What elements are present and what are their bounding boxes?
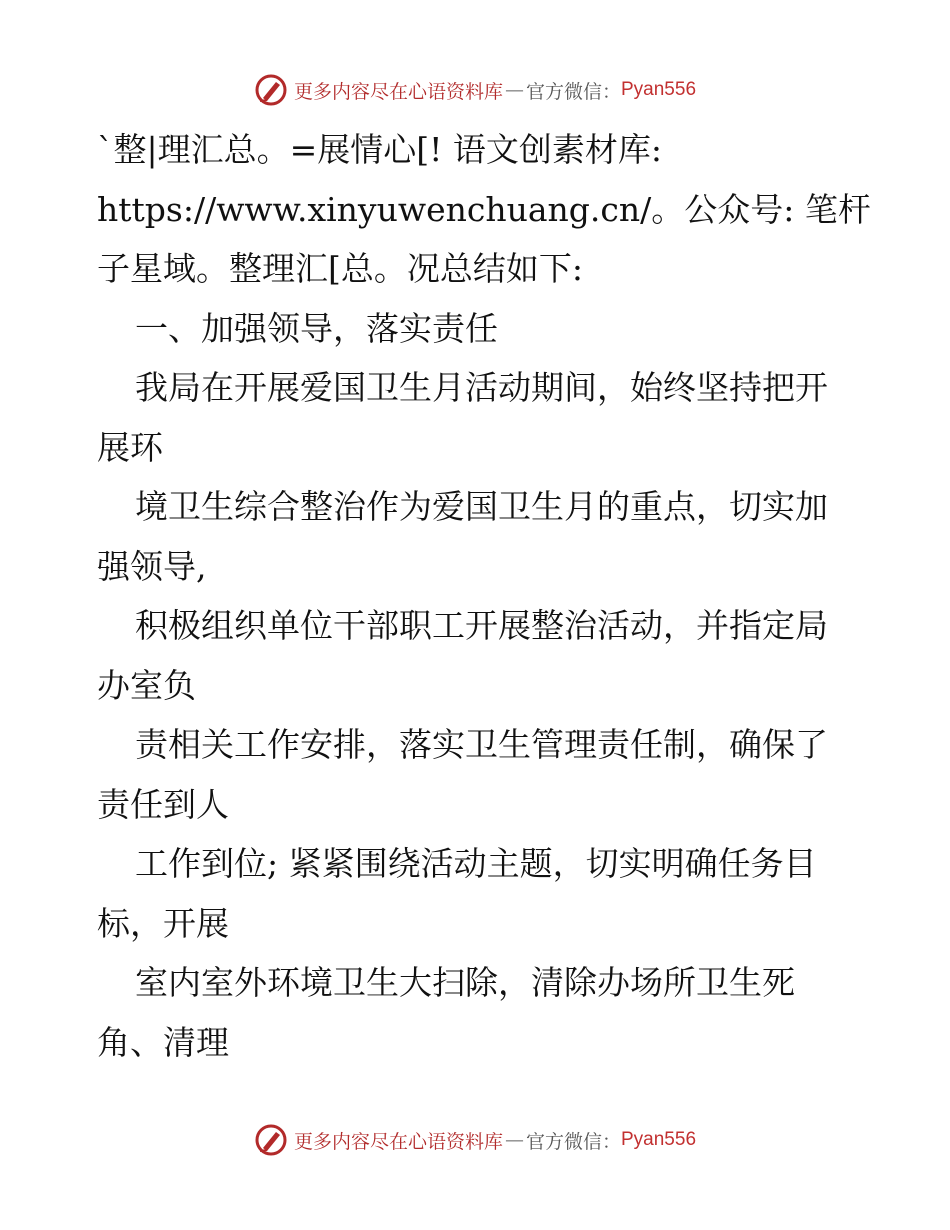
footer-wechat-label: 官方微信： (525, 1130, 621, 1153)
body-line: 积极组织单位干部职工开展整治活动，并指定局 (135, 606, 828, 645)
body-line: 角、清理 (97, 1022, 229, 1062)
document-body (97, 120, 871, 1072)
header-banner-text: 更多内容尽在心语资料库 (293, 80, 503, 103)
section-heading: 一、加强领导，落实责任 (135, 308, 498, 348)
body-line: 责任到人 (97, 784, 229, 824)
body-line: 展环 (97, 427, 163, 467)
footer-wechat-id: Pyan556 (621, 1129, 697, 1150)
footer-banner-text: 更多内容尽在心语资料库 (293, 1130, 503, 1153)
footer-banner-separator: — (504, 1129, 524, 1151)
header-wechat-label: 官方微信： (525, 80, 621, 103)
body-line: https://www.xinyuwenchuang.cn/。公众号: 笔杆 (97, 189, 871, 229)
body-line: 强领导, (97, 546, 207, 586)
header-banner (0, 70, 950, 110)
quill-pen-logo-icon (254, 73, 288, 107)
header-banner-separator: — (504, 79, 524, 101)
body-line: 工作到位; 紧紧围绕活动主题，切实明确任务目 (135, 844, 817, 883)
header-wechat-id: Pyan556 (621, 79, 697, 100)
body-line: 我局在开展爱国卫生月活动期间，始终坚持把开 (135, 368, 828, 407)
body-line: `整|理汇总。=展情心[! 语文创素材库: (97, 130, 663, 169)
body-line: 境卫生综合整治作为爱国卫生月的重点，切实加 (135, 487, 828, 526)
body-line: 办室负 (97, 665, 196, 705)
body-line: 子星域。整理汇[总。况总结如下: (97, 249, 583, 288)
body-line: 室内室外环境卫生大扫除，清除办场所卫生死 (135, 963, 795, 1002)
body-line: 标，开展 (97, 903, 229, 943)
quill-pen-logo-icon (254, 1123, 288, 1157)
footer-banner (0, 1120, 950, 1160)
body-line: 责相关工作安排，落实卫生管理责任制，确保了 (135, 725, 828, 764)
